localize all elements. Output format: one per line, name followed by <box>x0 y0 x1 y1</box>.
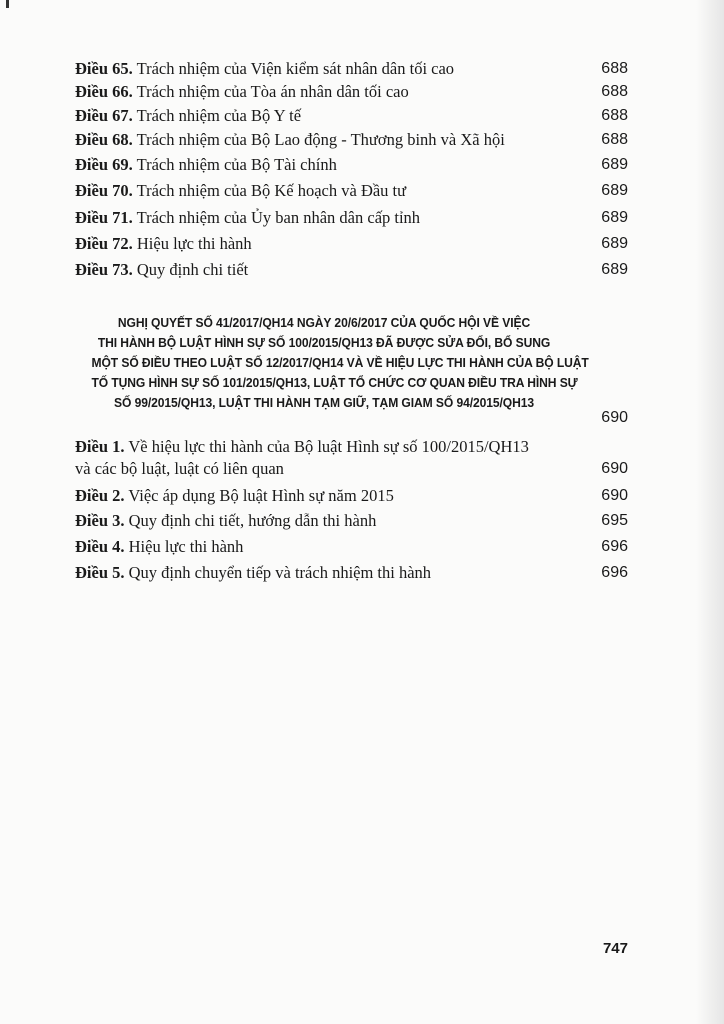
toc-entry-title: Trách nhiệm của Bộ Kế hoạch và Đầu tư <box>136 181 407 200</box>
toc-entry-page: 689 <box>601 209 628 226</box>
toc-entry-title: Quy định chi tiết, hướng dẫn thi hành <box>128 511 377 530</box>
toc-entry-label: Điều 67. <box>75 106 133 125</box>
toc-entry-label: Điều 70. <box>75 181 133 200</box>
toc-entry-dieu-72[interactable] <box>75 233 628 255</box>
toc-entry-dieu-66[interactable] <box>75 81 628 103</box>
toc-entry-label: Điều 65. <box>75 59 133 78</box>
toc-entry-title: Hiệu lực thi hành <box>128 537 244 556</box>
toc-entry-dieu-2[interactable] <box>75 485 628 507</box>
toc-entry-title: Trách nhiệm của Bộ Tài chính <box>136 155 337 174</box>
toc-entry-title: Quy định chi tiết <box>136 260 249 279</box>
scan-mark <box>6 0 9 8</box>
page-edge-shadow <box>696 0 724 1024</box>
toc-entry-page: 696 <box>601 538 628 555</box>
section-heading[interactable] <box>91 313 589 413</box>
toc-entry-page: 689 <box>601 156 628 173</box>
section-heading-line: NGHỊ QUYẾT SỐ 41/2017/QH14 NGÀY 20/6/2017 CỦA QUỐC HỘI VỀ VIỆC <box>117 315 531 330</box>
toc-entry-page: 688 <box>601 107 628 124</box>
section-heading-line: TỐ TỤNG HÌNH SỰ SỐ 101/2015/QH13, LUẬT TỔ CHỨC CƠ QUAN ĐIỀU TRA HÌNH SỰ <box>91 375 578 390</box>
toc-entry-title: Trách nhiệm của Bộ Lao động - Thương binh và Xã hội <box>136 130 505 149</box>
toc-entry-page: 689 <box>601 235 628 252</box>
toc-entry-label: Điều 5. <box>75 563 125 582</box>
toc-entry-dieu-3[interactable] <box>75 510 628 532</box>
toc-entry-dieu-67[interactable] <box>75 105 628 127</box>
toc-entry-title: Trách nhiệm của Ủy ban nhân dân cấp tỉnh <box>136 208 421 227</box>
toc-entry-title: Quy định chuyển tiếp và trách nhiệm thi hành <box>128 563 432 582</box>
toc-entry-title: Hiệu lực thi hành <box>136 234 252 253</box>
toc-entry-dieu-4[interactable] <box>75 536 628 558</box>
toc-entry-label: Điều 71. <box>75 208 133 227</box>
toc-entry-label: Điều 4. <box>75 537 125 556</box>
toc-entry-label: Điều 68. <box>75 130 133 149</box>
toc-entry-label: Điều 69. <box>75 155 133 174</box>
toc-entry-dieu-5[interactable] <box>75 562 628 584</box>
toc-entry-dieu-1[interactable] <box>75 436 628 480</box>
toc-entry-title: Trách nhiệm của Tòa án nhân dân tối cao <box>136 82 409 101</box>
toc-entry-page: 688 <box>601 83 628 100</box>
toc-entry-page: 689 <box>601 261 628 278</box>
toc-entry-dieu-71[interactable] <box>75 207 628 229</box>
page-number: 747 <box>602 940 628 957</box>
section-heading-line: MỘT SỐ ĐIỀU THEO LUẬT SỐ 12/2017/QH14 VÀ VỀ HIỆU LỰC THI HÀNH CỦA BỘ LUẬT <box>91 355 589 370</box>
section-heading-line: THI HÀNH BỘ LUẬT HÌNH SỰ SỐ 100/2015/QH13 ĐÃ ĐƯỢC SỬA ĐỔI, BỔ SUNG <box>97 335 551 350</box>
section-heading-line: SỐ 99/2015/QH13, LUẬT THI HÀNH TẠM GIỮ, TẠM GIAM SỐ 94/2015/QH13 <box>114 395 534 410</box>
toc-entry-title: Về hiệu lực thi hành của Bộ luật Hình sự số 100/2015/QH13 <box>128 437 529 456</box>
toc-entry-title-line2: và các bộ luật, luật có liên quan <box>75 459 284 478</box>
toc-entry-title: Trách nhiệm của Viện kiểm sát nhân dân tối cao <box>136 59 455 78</box>
toc-entry-label: Điều 3. <box>75 511 125 530</box>
toc-entry-label: Điều 66. <box>75 82 133 101</box>
section-heading-page: 690 <box>601 409 628 426</box>
toc-entry-dieu-73[interactable] <box>75 259 628 281</box>
toc-entry-page: 689 <box>601 182 628 199</box>
toc-entry-label: Điều 1. <box>75 437 125 456</box>
toc-entry-page: 690 <box>601 460 628 477</box>
toc-entry-page: 688 <box>601 131 628 148</box>
toc-entry-dieu-65[interactable] <box>75 58 628 80</box>
toc-entry-label: Điều 2. <box>75 486 125 505</box>
toc-entry-page: 695 <box>601 512 628 529</box>
toc-entry-title: Việc áp dụng Bộ luật Hình sự năm 2015 <box>128 486 394 505</box>
toc-entry-label: Điều 72. <box>75 234 133 253</box>
toc-entry-page: 688 <box>601 60 628 77</box>
toc-entry-page: 690 <box>601 487 628 504</box>
toc-entry-dieu-69[interactable] <box>75 154 628 176</box>
toc-entry-dieu-68[interactable] <box>75 129 628 151</box>
toc-entry-label: Điều 73. <box>75 260 133 279</box>
toc-entry-title: Trách nhiệm của Bộ Y tế <box>136 106 302 125</box>
toc-entry-dieu-70[interactable] <box>75 180 628 202</box>
toc-entry-page: 696 <box>601 564 628 581</box>
